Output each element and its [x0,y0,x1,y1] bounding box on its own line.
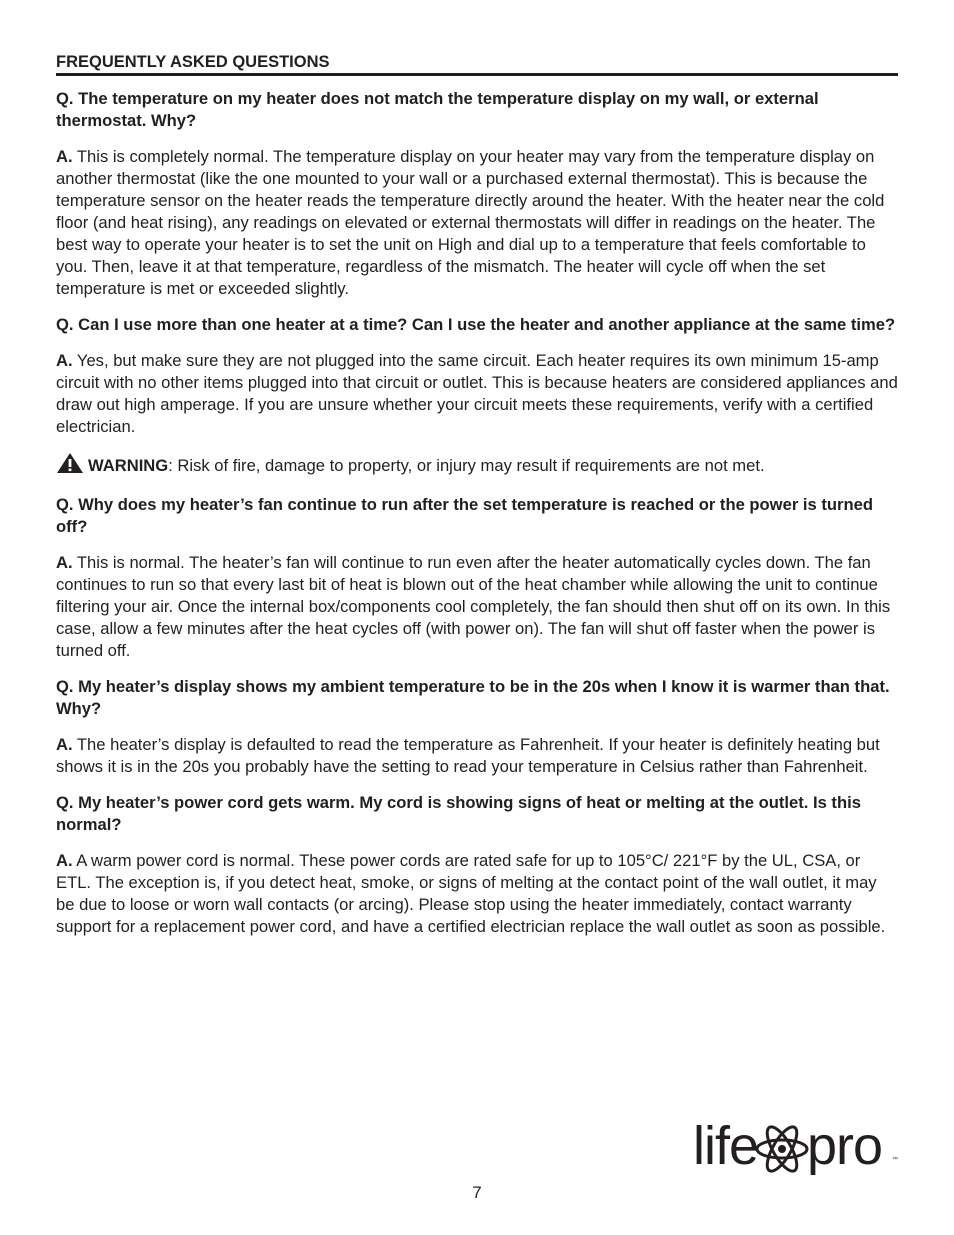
warning-notice [56,452,898,480]
answer-text: This is normal. The heater’s fan will continue to run even after the heater automatically cycles down. The fan continues to run so that every last bit of heat is blown out of the heat chamber while allowing the unit to continue filtering your air. Once the internal box/components cool completely, the fan should then shut off on its own. In this case, allow a few minutes after the heat cycles off (with power on). The fan will shut off faster when the power is turned off. [56,553,891,660]
faq-question-5: Q. My heater’s power cord gets warm. My cord is showing signs of heat or melting at the outlet. Is this normal? [56,793,861,834]
atom-icon [755,1116,809,1183]
faq-answer-4 [56,734,898,778]
answer-lead: A. [56,851,73,870]
answer-lead: A. [56,351,73,370]
faq-answer-2 [56,350,898,438]
answer-lead: A. [56,147,73,166]
answer-text: Yes, but make sure they are not plugged into the same circuit. Each heater requires its own minimum 15-amp circuit with no other items plugged into that circuit or outlet. This is because heaters are considered appliances and draw out high amperage. If you are unsure whether your circuit meets these requirements, verify with a certified electrician. [56,351,898,436]
faq-answer-3 [56,552,898,662]
warning-text: : Risk of fire, damage to property, or injury may result if requirements are not met. [168,456,765,475]
faq-question-1: Q. The temperature on my heater does not match the temperature display on my wall, or external thermostat. Why? [56,89,819,130]
faq-question-4: Q. My heater’s display shows my ambient temperature to be in the 20s when I know it is warmer than that. Why? [56,677,890,718]
logo-text-right: pro [807,1116,883,1176]
faq-question-2: Q. Can I use more than one heater at a time? Can I use the heater and another appliance at the same time? [56,315,896,334]
warning-triangle-icon [56,452,84,480]
trademark-symbol: ™ [892,1157,898,1163]
page-number: 7 [472,1183,482,1202]
lifepro-logo [693,1114,903,1184]
faq-question-3: Q. Why does my heater’s fan continue to run after the set temperature is reached or the power is turned off? [56,495,873,536]
faq-answer-5 [56,850,898,938]
answer-text: This is completely normal. The temperature display on your heater may vary from the temperature display on another thermostat (like the one mounted to your wall or a purchased external thermostat). This is because the temperature sensor on the heater reads the temperature directly around the heater. With the heater near the cold floor (and heat rising), any readings on elevated or external thermostats will differ in readings on the heater. The best way to operate your heater is to set the unit on High and dial up to a temperature that feels comfortable to you. Then, leave it at that temperature, regardless of the mismatch. The heater will cycle off when the set temperature is met or exceeded slightly. [56,147,885,298]
answer-text: The heater’s display is defaulted to read the temperature as Fahrenheit. If your heater is definitely heating but shows it is in the 20s you probably have the setting to read your temperature in Celsius rather than Fahrenheit. [56,735,880,776]
faq-content [56,88,898,952]
answer-lead: A. [56,553,73,572]
answer-lead: A. [56,735,73,754]
warning-label: WARNING [88,456,169,475]
answer-text: A warm power cord is normal. These power cords are rated safe for up to 105°C/ 221°F by the UL, CSA, or ETL. The exception is, if you detect heat, smoke, or signs of melting at the contact point of the wall outlet, it may be due to loose or worn wall contacts (or arcing). Please stop using the heater immediately, contact warranty support for a replacement power cord, and have a certified electrician replace the wall outlet as soon as possible. [56,851,886,936]
section-heading: FREQUENTLY ASKED QUESTIONS [56,52,898,76]
faq-answer-1 [56,146,898,300]
logo-text-left: life [693,1116,759,1176]
